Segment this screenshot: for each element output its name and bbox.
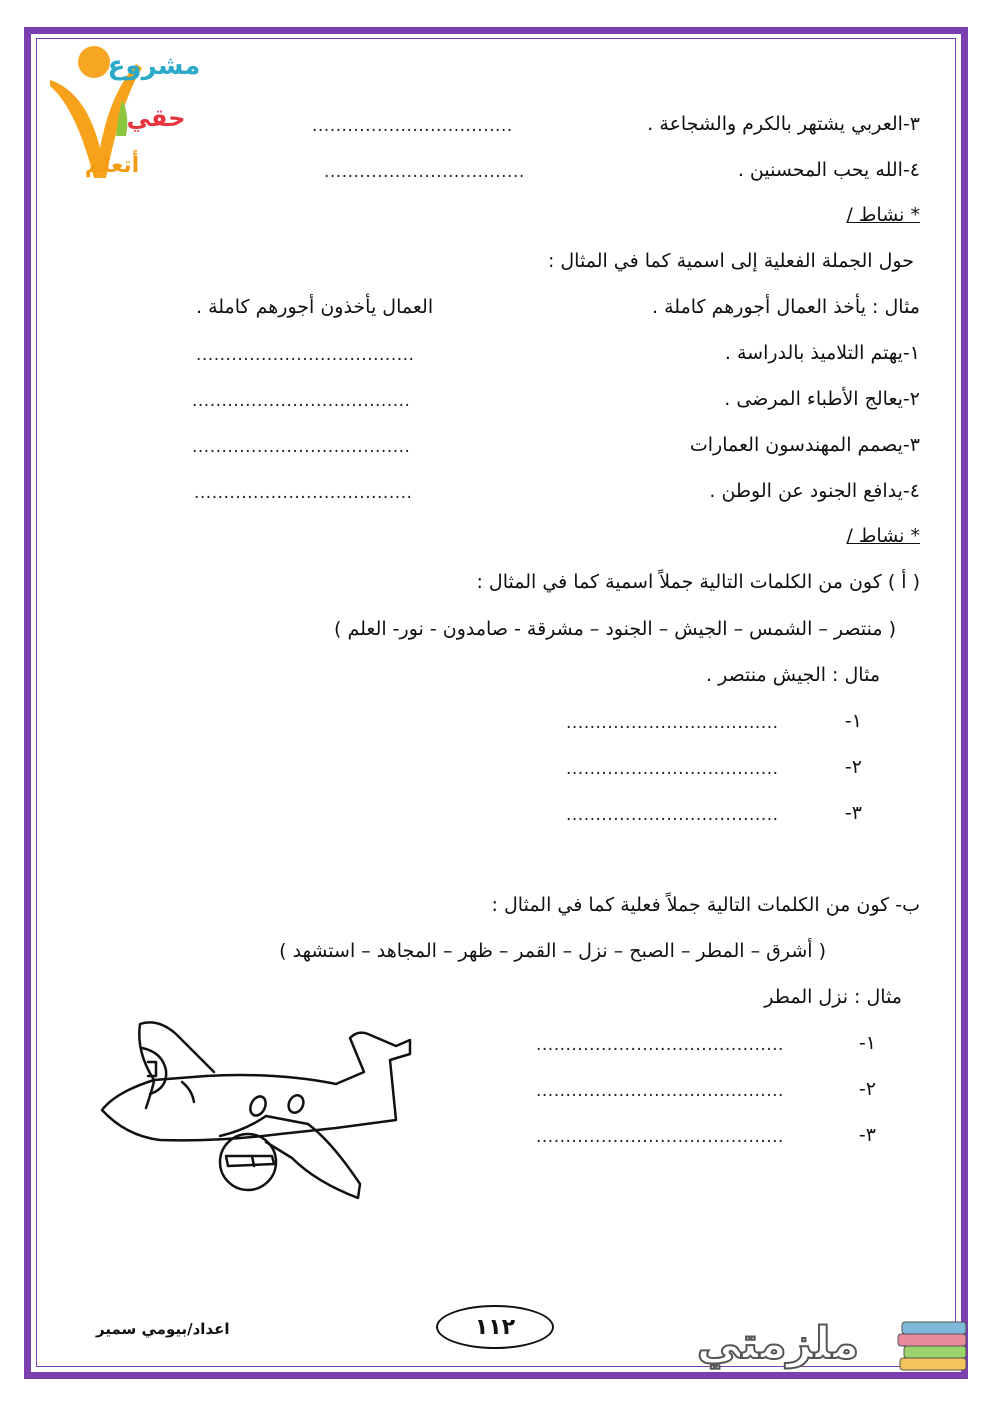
part-b-number-1: ١- [858, 1032, 876, 1054]
part-b-number-2: ٢- [858, 1078, 876, 1100]
part-b-number-3: ٣- [858, 1124, 876, 1146]
activity1-answer-4[interactable]: ..................................... [194, 483, 413, 503]
logo-sun-icon [78, 46, 110, 78]
part-b-answer-2[interactable]: .......................................... [536, 1081, 784, 1101]
part-b-example: مثال : نزل المطر [764, 986, 902, 1008]
activity1-example-nominal: العمال يأخذون أجورهم كاملة . [196, 296, 434, 318]
sentence-item-3: ٣-العربي يشتهر بالكرم والشجاعة . [647, 113, 920, 135]
part-b-word-bank: ( أشرق – المطر – الصبح – نزل – القمر – ظهر – المجاهد – استشهد ) [279, 940, 826, 962]
part-b-answer-3[interactable]: .......................................... [536, 1127, 784, 1147]
sentence-item-4: ٤-الله يحب المحسنين . [737, 159, 920, 181]
activity1-answer-2[interactable]: ..................................... [192, 391, 411, 411]
activity1-item-3: ٣-يصمم المهندسون العمارات [689, 434, 920, 456]
logo-word-haqqi: حقي [126, 104, 186, 132]
part-b-instruction: ب- كون من الكلمات التالية جملاً فعلية كما في المثال : [491, 894, 920, 916]
activity1-answer-3[interactable]: ..................................... [192, 437, 411, 457]
part-b-answer-1[interactable]: .......................................... [536, 1035, 784, 1055]
activity1-item-2: ٢-يعالج الأطباء المرضى . [724, 388, 920, 410]
logo-word-ataallam: أتعلم [84, 153, 140, 178]
part-a-answer-3[interactable]: .................................... [566, 805, 779, 825]
answer-line-4[interactable]: .................................. [324, 162, 525, 182]
part-a-example: مثال : الجيش منتصر . [706, 664, 880, 686]
airplane-drawing-icon [96, 1012, 418, 1204]
answer-line-3[interactable]: .................................. [312, 116, 513, 136]
activity1-item-1: ١-يهتم التلاميذ بالدراسة . [724, 342, 920, 364]
page-number-badge: ١١٢ [436, 1305, 554, 1349]
part-a-answer-1[interactable]: .................................... [566, 713, 779, 733]
activity-heading-1: * نشاط / [846, 204, 920, 226]
activity1-item-4: ٤-يدافع الجنود عن الوطن . [709, 480, 920, 502]
part-a-answer-2[interactable]: .................................... [566, 759, 779, 779]
activity-heading-2: * نشاط / [846, 525, 920, 547]
part-a-number-3: ٣- [844, 802, 862, 824]
activity1-answer-1[interactable]: ..................................... [196, 345, 415, 365]
part-a-word-bank: ( منتصر – الشمس – الجيش – الجنود – مشرقة - صامدون - نور- العلم ) [334, 618, 896, 640]
activity1-example-verbal: مثال : يأخذ العمال أجورهم كاملة . [652, 296, 920, 318]
author-credit: اعداد/بيومي سمير [96, 1320, 230, 1338]
part-a-instruction: ( أ ) كون من الكلمات التالية جملاً اسمية كما في المثال : [476, 571, 920, 593]
part-a-number-1: ١- [844, 710, 862, 732]
watermark-logo [666, 1300, 980, 1380]
logo-word-mashrou: مشروع [107, 51, 201, 81]
books-icon [898, 1322, 966, 1370]
part-a-number-2: ٢- [844, 756, 862, 778]
watermark-text: ملزمتي [696, 1318, 860, 1369]
activity1-instruction: حول الجملة الفعلية إلى اسمية كما في المثال : [547, 250, 914, 272]
project-logo [46, 44, 226, 194]
